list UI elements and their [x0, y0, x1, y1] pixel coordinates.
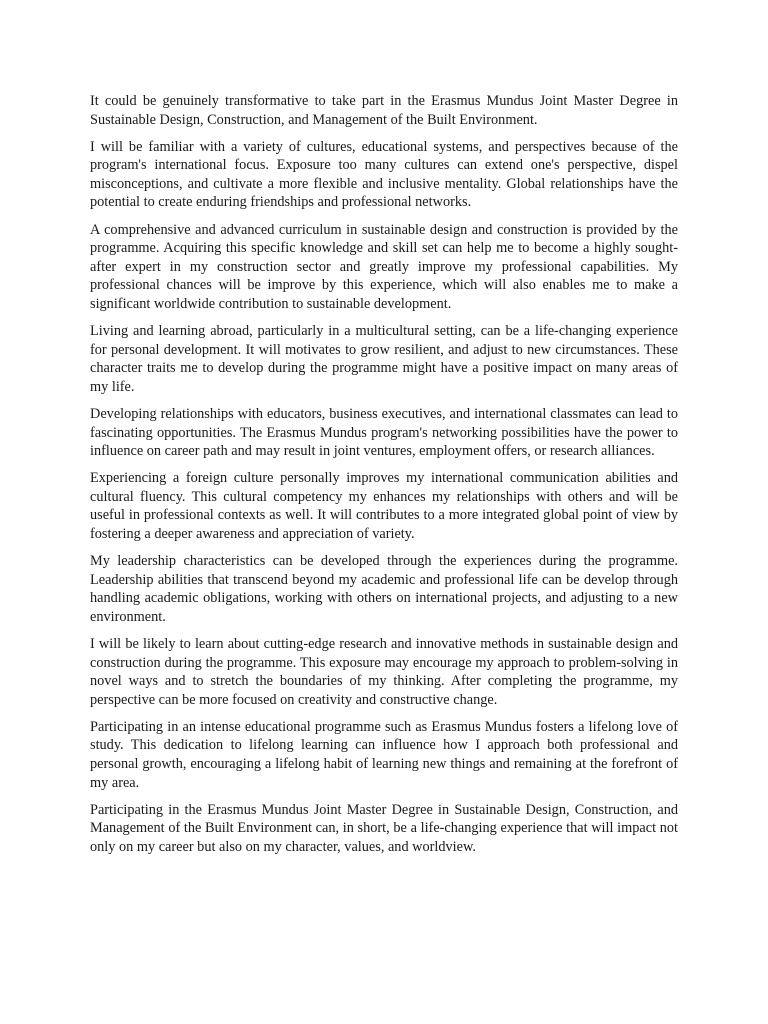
paragraph-conclusion: Participating in the Erasmus Mundus Joint Master Degree in Sustainable Design, Construction, and Management of the Built Environment can, in short, be a life-changing experience that will impact not only on my career but also on my character, values, and worldview. [90, 801, 678, 855]
paragraph-research: I will be likely to learn about cutting-edge research and innovative methods in sustainable design and construction during the programme. This exposure may encourage my approach to problem-solving in novel ways and to stretch the boundaries of my thinking. After completing the programme, my perspective can be more focused on creativity and constructive change. [90, 635, 678, 708]
paragraph-personal-development: Living and learning abroad, particularly in a multicultural setting, can be a life-changing experience for personal development. It will motivates to grow resilient, and adjust to new circumstances. These character traits me to develop during the programme might have a positive impact on many areas of my life. [90, 323, 678, 395]
paragraph-intro: It could be genuinely transformative to take part in the Erasmus Mundus Joint Master Degree in Sustainable Design, Construction, and Management of the Built Environment. [90, 93, 678, 128]
paragraph-networking: Developing relationships with educators, business executives, and international classmates can lead to fascinating opportunities. The Erasmus Mundus program's networking possibilities have the power to influence on career path and may result in joint ventures, employment offers, or research alliances. [90, 405, 678, 460]
document-body [90, 92, 678, 865]
paragraph-communication: Experiencing a foreign culture personally improves my international communication abilities and cultural fluency. This cultural competency my enhances my relationships with others and will be useful in professional contexts as well. It will contributes to a more integrated global point of view by fostering a deeper awareness and appreciation of variety. [90, 470, 678, 542]
paragraph-cultures: I will be familiar with a variety of cultures, educational systems, and perspectives because of the program's international focus. Exposure too many cultures can extend one's perspective, dispel misconceptions, and cultivate a more flexible and inclusive mentality. Global relationships have the potential to create enduring friendships and professional networks. [90, 138, 678, 211]
paragraph-lifelong-learning: Participating in an intense educational programme such as Erasmus Mundus fosters a lifelong love of study. This dedication to lifelong learning can influence how I approach both professional and personal growth, encouraging a lifelong habit of learning new things and remaining at the forefront of my area. [90, 718, 678, 791]
paragraph-leadership: My leadership characteristics can be developed through the experiences during the programme. Leadership abilities that transcend beyond my academic and professional life can be develop through handling academic obligations, working with others on international projects, and adjusting to a new environment. [90, 553, 678, 625]
paragraph-curriculum: A comprehensive and advanced curriculum in sustainable design and construction is provided by the programme. Acquiring this specific knowledge and skill set can help me to become a highly sought-after expert in my construction sector and greatly improve my professional capabilities. My professional chances will be improve by this experience, which will also enables me to make a significant worldwide contribution to sustainable development. [90, 221, 678, 312]
